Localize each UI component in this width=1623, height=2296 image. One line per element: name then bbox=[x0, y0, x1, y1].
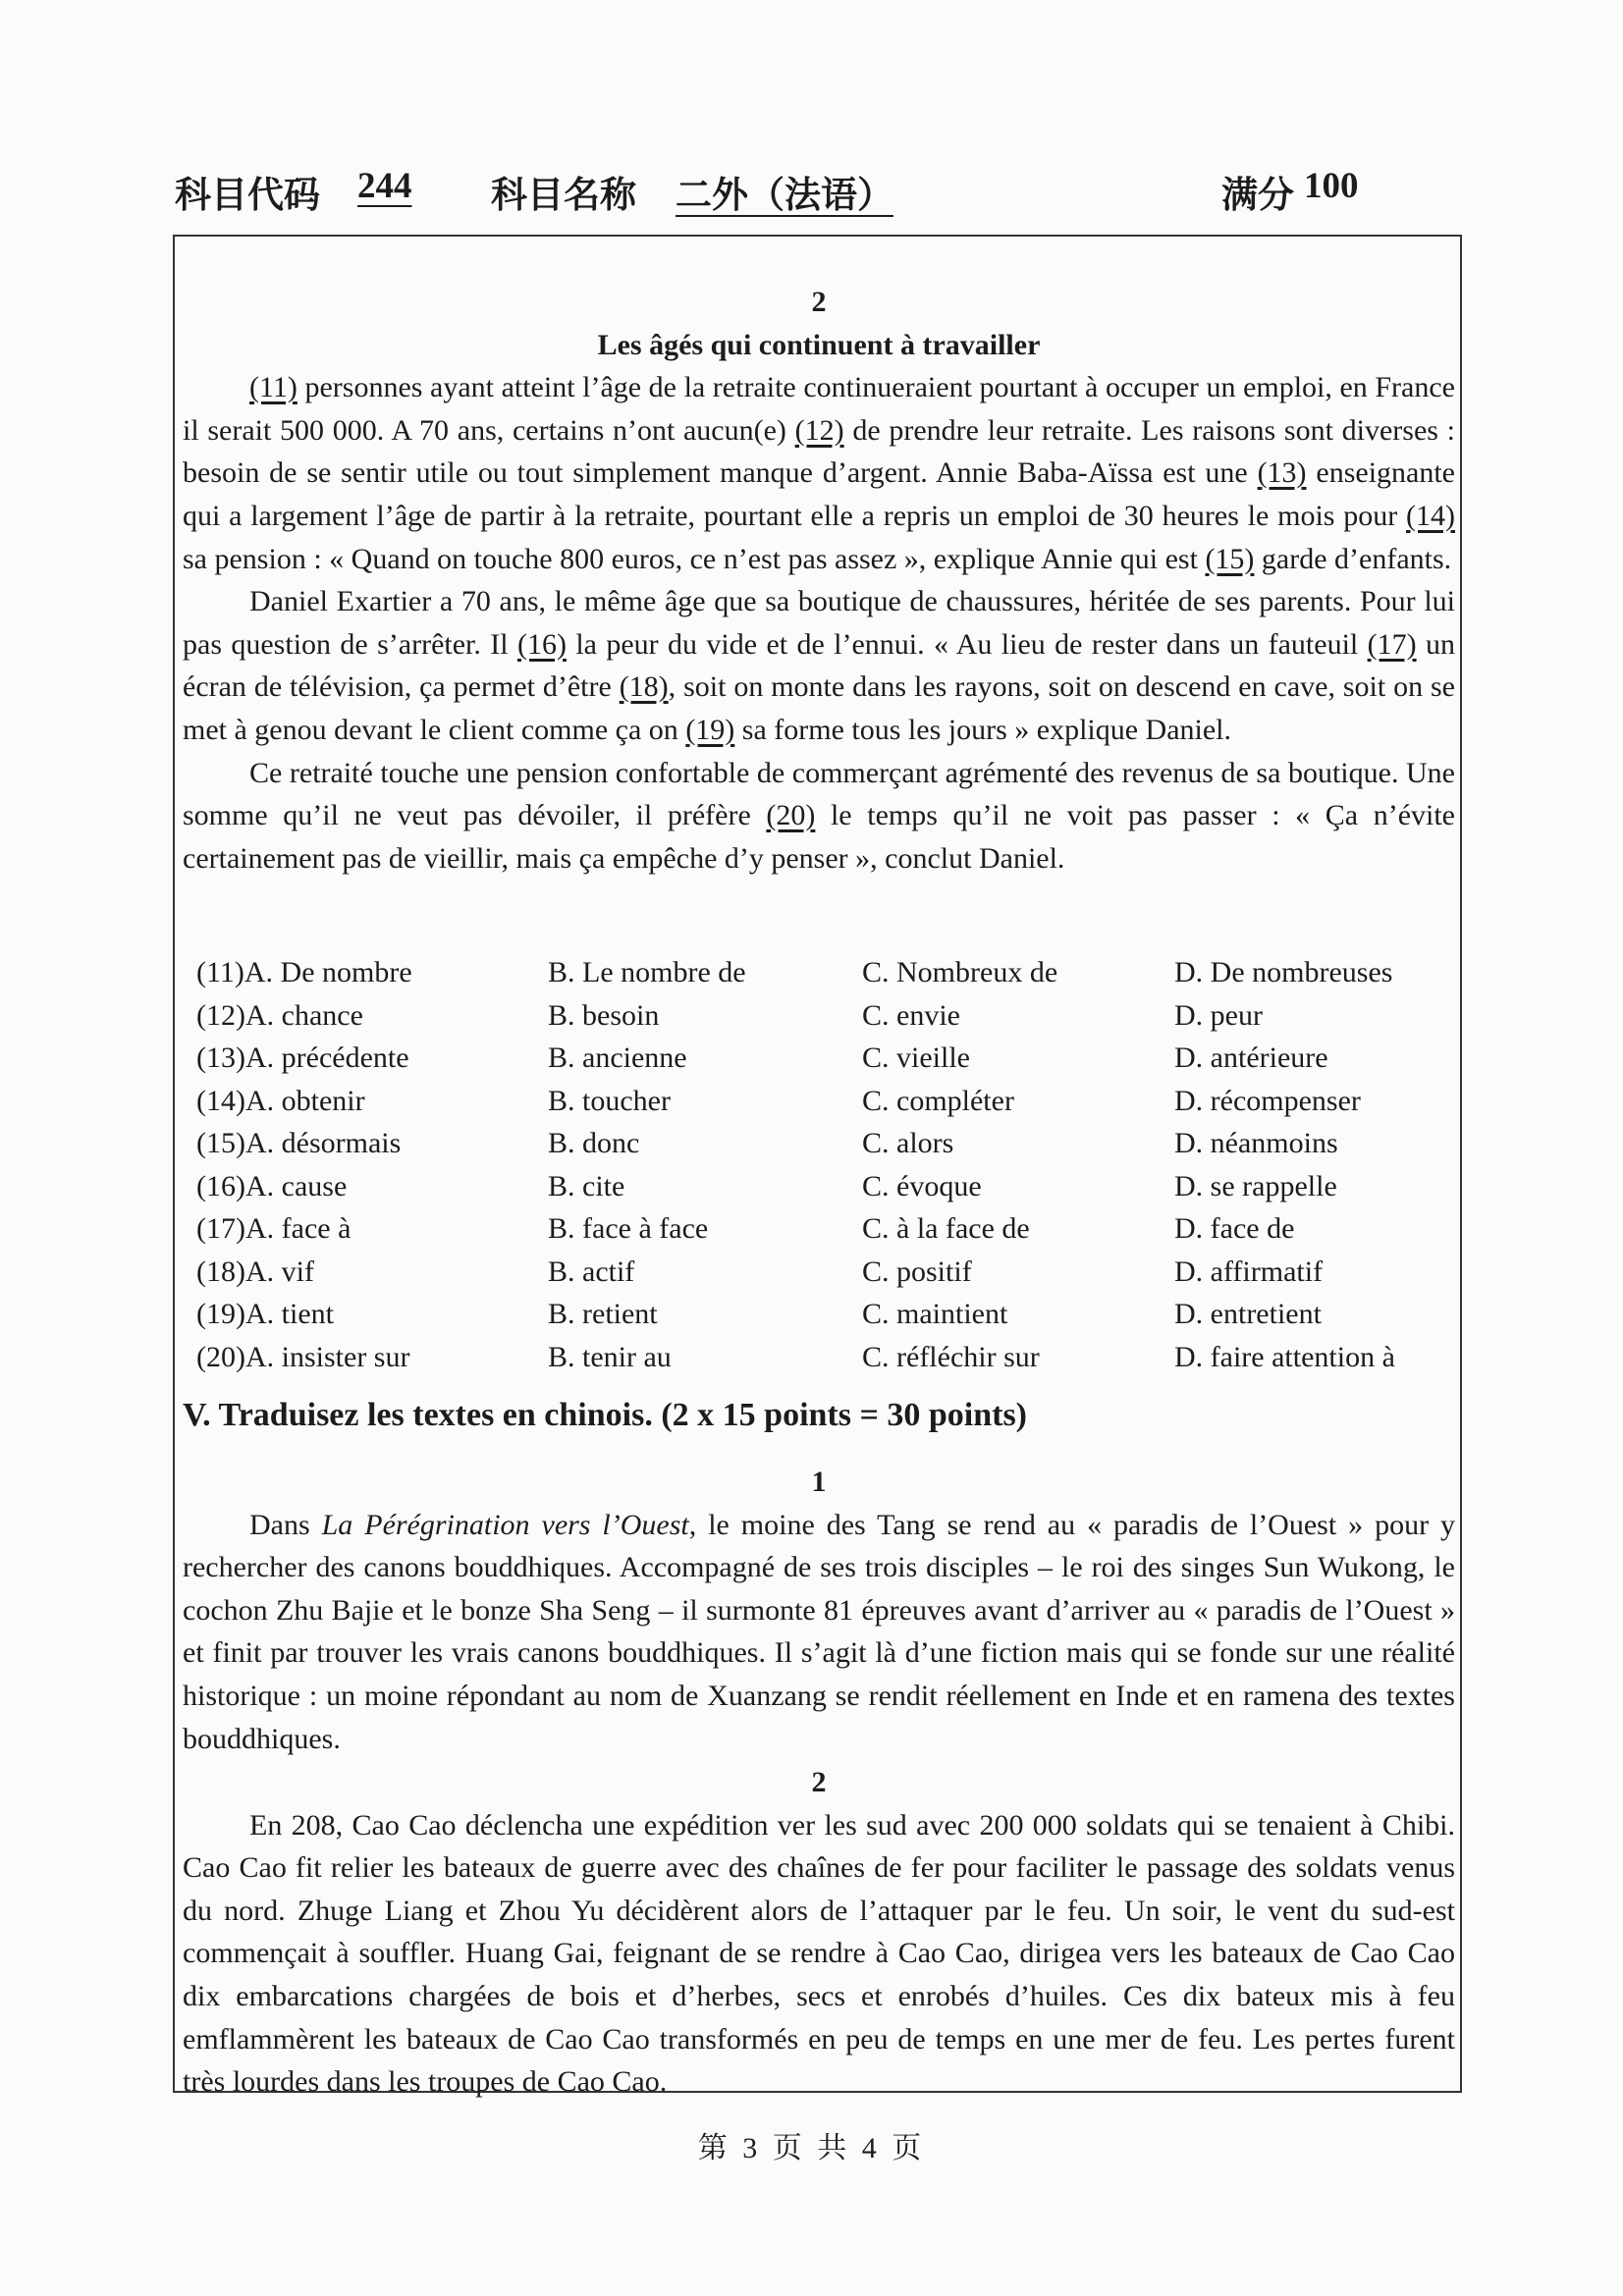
option-row: (17)A. face à B. face à face C. à la face de D. face de bbox=[196, 1212, 1295, 1245]
blank-19: (19) bbox=[685, 713, 735, 746]
subject-code-label: 科目代码 bbox=[175, 176, 320, 216]
book-title: La Pérégrination vers l’Ouest bbox=[321, 1508, 689, 1541]
option-row: (12)A. chance B. besoin C. envie D. peur bbox=[196, 998, 1263, 1032]
paragraph: Dans La Pérégrination vers l’Ouest, le moine des Tang se rend au « paradis de l’Ouest » pour y rechercher des canons bouddhiques. Accompagné de ses trois disciples – le roi des singes Sun Wukong, le cochon Zhu Bajie et le bonze Sha Seng – il surmonte 81 épreuves avant d’arriver au « paradis de l’Ouest » et finit par trouver les vrais canons bouddhiques. Il s’agit là d’une fiction mais qui se fonde sur une réalité historique : un moine répondant au nom de Xuanzang se rendit réellement en Inde et en ramena des textes bouddhiques. bbox=[183, 1508, 1456, 1755]
subject-code-value: 244 bbox=[357, 166, 412, 206]
blank-20: (20) bbox=[766, 799, 816, 832]
blank-11: (11) bbox=[249, 371, 298, 404]
paragraph: En 208, Cao Cao déclencha une expédition ver les sud avec 200 000 soldats qui se tenaient à Chibi. Cao Cao fit relier les bateaux de guerre avec des chaînes de fer pour faciliter le passage des soldats venus du nord. Zhuge Liang et Zhou Yu décidèrent alors de l’attaquer par le feu. Un soir, le vent du sud-est commençait à souffler. Huang Gai, feignant de se rendre à Cao Cao, dirigea vers les bateaux de Cao Cao dix embarcations chargées de bois et d’herbes, secs et enrobés d’huiles. Ces dix bateux mis à feu emflammèrent les bateaux de Cao Cao transformés en peu de temps en une mer de feu. Les pertes furent très lourdes dans les troupes de Cao Cao. bbox=[183, 1808, 1455, 2099]
text-number: 2 bbox=[811, 286, 827, 318]
translation-text-1 bbox=[183, 1461, 1455, 1760]
option-row: (11)A. De nombre B. Le nombre de C. Nombreux de D. De nombreuses bbox=[196, 956, 1393, 988]
full-score-label: 满分 bbox=[1221, 176, 1294, 216]
options-table bbox=[196, 956, 1463, 1383]
paragraph-3: Ce retraité touche une pension confortable de commerçant agrémenté des revenus de sa boutique. Une somme qu’il ne veut pas dévoiler, il préfère (20) le temps qu’il ne voit pas passer : « Ça n’évite certainement pas de vieillir, mais ça empêche d’y penser », conclut Daniel. bbox=[183, 756, 1455, 875]
text-number: 1 bbox=[811, 1466, 827, 1498]
exam-header bbox=[175, 165, 1412, 224]
blank-17: (17) bbox=[1367, 627, 1417, 661]
full-score-value: 100 bbox=[1304, 166, 1359, 206]
subject-name-label: 科目名称 bbox=[491, 176, 636, 216]
section-5-title: V. Traduisez les textes en chinois. (2 x 15 points = 30 points) bbox=[183, 1397, 1027, 1433]
blank-12: (12) bbox=[794, 413, 844, 447]
option-row: (14)A. obtenir B. toucher C. compléter D. récompenser bbox=[196, 1084, 1361, 1117]
paragraph-2: Daniel Exartier a 70 ans, le même âge que sa boutique de chaussures, héritée de ses parents. Pour lui pas question de s’arrêter. Il (16) la peur du vide et de l’ennui. « Au lieu de rester dans un fauteuil (17) un écran de télévision, ça permet d’être (18), soit on monte dans les rayons, soit on descend en cave, soit on se met à genou devant le client comme ça on (19) sa forme tous les jours » explique Daniel. bbox=[183, 585, 1455, 746]
option-row: (19)A. tient B. retient C. maintient D. entretient bbox=[196, 1298, 1322, 1330]
blank-15: (15) bbox=[1205, 542, 1255, 575]
blank-13: (13) bbox=[1257, 456, 1307, 490]
blank-18: (18) bbox=[619, 670, 669, 704]
subject-name-value: 二外（法语） bbox=[676, 176, 893, 216]
option-row: (15)A. désormais B. donc C. alors D. néanmoins bbox=[196, 1127, 1338, 1159]
translation-text-2 bbox=[183, 1761, 1455, 2104]
reading-text-2 bbox=[183, 281, 1455, 880]
text-number: 2 bbox=[811, 1766, 827, 1798]
text-title: Les âgés qui continuent à travailler bbox=[597, 328, 1041, 361]
option-row: (20)A. insister sur B. tenir au C. réfléchir sur D. faire attention à bbox=[196, 1340, 1395, 1373]
option-row: (16)A. cause B. cite C. évoque D. se rappelle bbox=[196, 1169, 1337, 1202]
paragraph-1: (11) personnes ayant atteint l’âge de la retraite continueraient pourtant à occuper un emploi, en France il serait 500 000. A 70 ans, certains n’ont aucun(e) (12) de prendre leur retraite. Les raisons sont diverses : besoin de se sentir utile ou tout simplement manque d’argent. Annie Baba-Aïssa est une (13) enseignante qui a largement l’âge de partir à la retraite, pourtant elle a repris un emploi de 30 heures le mois pour (14) sa pension : « Quand on touche 800 euros, ce n’est pas assez », explique Annie qui est (15) garde d’enfants. bbox=[183, 371, 1455, 575]
blank-16: (16) bbox=[516, 627, 567, 661]
page-number: 第 3 页 共 4 页 bbox=[697, 2132, 926, 2164]
option-row: (13)A. précédente B. ancienne C. vieille D. antérieure bbox=[196, 1041, 1328, 1074]
blank-14: (14) bbox=[1406, 499, 1455, 532]
option-row: (18)A. vif B. actif C. positif D. affirmatif bbox=[196, 1255, 1324, 1288]
